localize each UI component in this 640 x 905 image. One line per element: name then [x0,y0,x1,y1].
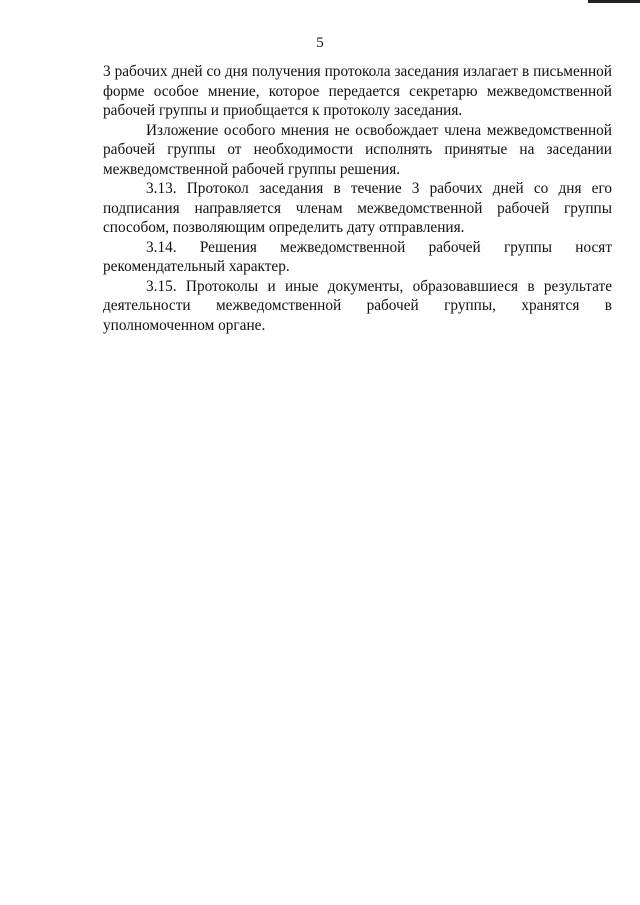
paragraph-continuation: 3 рабочих дней со дня получения протокола заседания излагает в письменной форме особое мнение, которое передается секретарю межведомственной рабочей группы и приобщается к протоколу заседания. [103,63,612,119]
paragraph-3-15: 3.15. Протоколы и иные документы, образовавшиеся в результате деятельности межведомственной рабочей группы, хранятся в уполномоченном органе. [103,277,612,334]
paragraph-3-14: 3.14. Решения межведомственной рабочей группы носят рекомендательный характер. [103,238,612,275]
paragraph-special-opinion: Изложение особого мнения не освобождает члена межведомственной рабочей группы от необходимости исполнять принятые на заседании межведомственной рабочей группы решения. [103,121,612,178]
document-body [103,62,612,335]
page-number: 5 [316,35,324,51]
scan-edge-mark [588,0,640,3]
paragraph-3-13: 3.13. Протокол заседания в течение 3 рабочих дней со дня его подписания направляется членам межведомственной рабочей группы способом, позволяющим определить дату отправления. [103,180,612,236]
